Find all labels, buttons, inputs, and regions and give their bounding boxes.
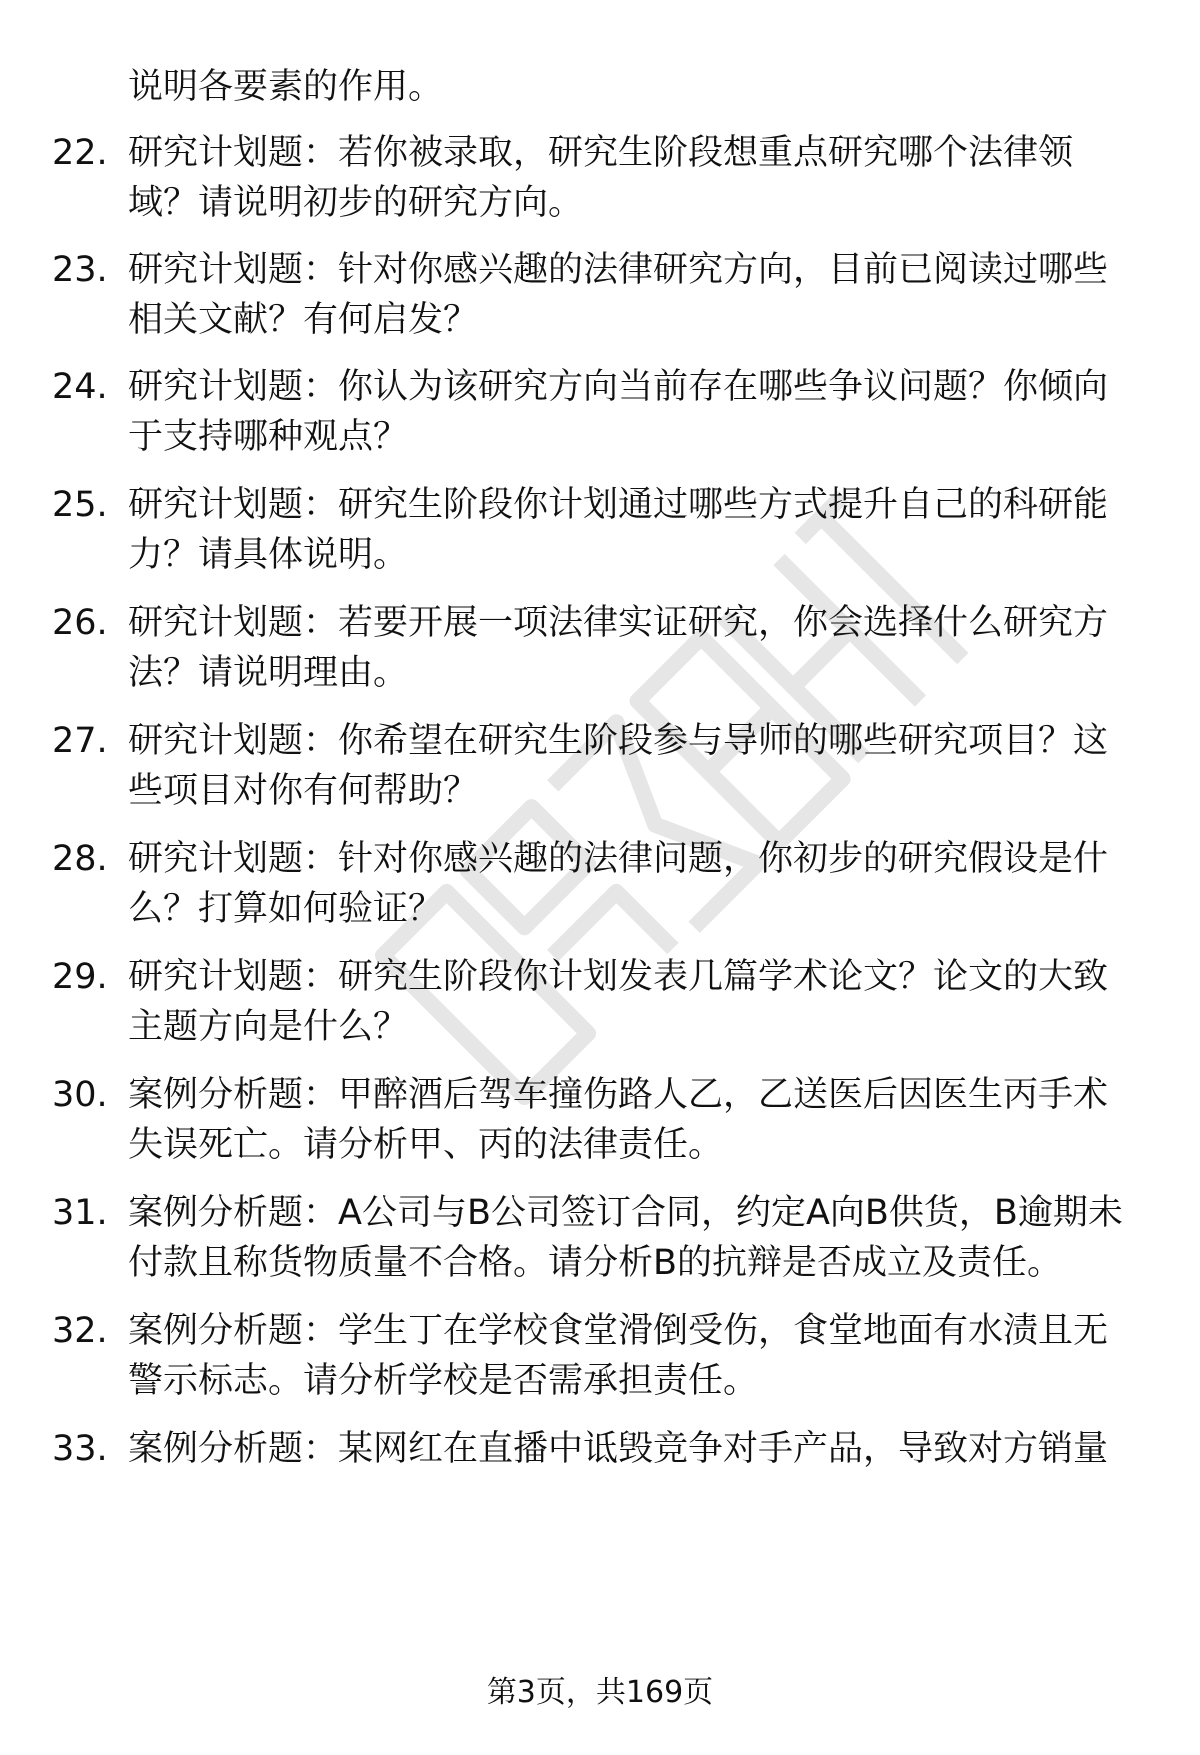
item-number: 23. — [52, 250, 108, 290]
item-number: 28. — [52, 839, 108, 879]
item-line: 些项目对你有何帮助？ — [128, 771, 479, 811]
item-number: 33. — [52, 1429, 108, 1469]
item-text — [128, 245, 1148, 345]
item-text — [128, 598, 1148, 698]
item-line: 法？请说明理由。 — [128, 653, 409, 693]
item-line: 么？打算如何验证？ — [128, 889, 444, 929]
item-text — [128, 834, 1148, 934]
item-text — [128, 716, 1148, 816]
item-line: 研究计划题：若要开展一项法律实证研究，你会选择什么研究方 — [128, 603, 1109, 643]
item-line: 付款且称货物质量不合格。请分析B的抗辩是否成立及责任。 — [128, 1243, 1063, 1283]
item-line: 域？请说明初步的研究方向。 — [128, 183, 584, 223]
item-line: 研究计划题：你认为该研究方向当前存在哪些争议问题？你倾向 — [128, 367, 1109, 407]
item-text — [128, 952, 1148, 1052]
item-line: 案例分析题：某网红在直播中诋毁竞争对手产品，导致对方销量 — [128, 1429, 1109, 1469]
item-number: 32. — [52, 1311, 108, 1351]
item-text — [128, 362, 1148, 462]
item-text — [128, 1188, 1148, 1288]
item-text — [128, 1306, 1148, 1406]
item-line: 研究计划题：针对你感兴趣的法律问题，你初步的研究假设是什 — [128, 839, 1109, 879]
item-number: 22. — [52, 133, 108, 173]
item-line: 案例分析题：学生丁在学校食堂滑倒受伤，食堂地面有水渍且无 — [128, 1311, 1109, 1351]
item-text — [128, 1070, 1148, 1170]
item-line: 于支持哪种观点？ — [128, 417, 409, 457]
item-number: 26. — [52, 603, 108, 643]
item-number: 30. — [52, 1075, 108, 1115]
item-line: 警示标志。请分析学校是否需承担责任。 — [128, 1361, 759, 1401]
item-line: 研究计划题：你希望在研究生阶段参与导师的哪些研究项目？这 — [128, 721, 1109, 761]
item-line: 力？请具体说明。 — [128, 535, 409, 575]
item-line: 研究计划题：研究生阶段你计划通过哪些方式提升自己的科研能 — [128, 485, 1109, 525]
item-line: 研究计划题：若你被录取，研究生阶段想重点研究哪个法律领 — [128, 133, 1074, 173]
item-line: 研究计划题：针对你感兴趣的法律研究方向，目前已阅读过哪些 — [128, 250, 1109, 290]
item-text — [128, 128, 1148, 228]
item-number: 24. — [52, 367, 108, 407]
item-text — [128, 1424, 1148, 1474]
item-number: 29. — [52, 957, 108, 997]
item-line: 主题方向是什么？ — [128, 1007, 409, 1047]
item-line: 案例分析题：甲醉酒后驾车撞伤路人乙，乙送医后因医生丙手术 — [128, 1075, 1109, 1115]
item-text — [128, 480, 1148, 580]
continued-text: 说明各要素的作用。 — [128, 67, 444, 107]
item-line: 案例分析题：A公司与B公司签订合同，约定A向B供货，B逾期未 — [128, 1193, 1123, 1233]
item-line: 相关文献？有何启发？ — [128, 300, 479, 340]
item-number: 27. — [52, 721, 108, 761]
item-line: 研究计划题：研究生阶段你计划发表几篇学术论文？论文的大致 — [128, 957, 1109, 997]
item-number: 25. — [52, 485, 108, 525]
item-number: 31. — [52, 1193, 108, 1233]
page-number: 第3页，共169页 — [486, 1675, 714, 1710]
item-line: 失误死亡。请分析甲、丙的法律责任。 — [128, 1125, 724, 1165]
